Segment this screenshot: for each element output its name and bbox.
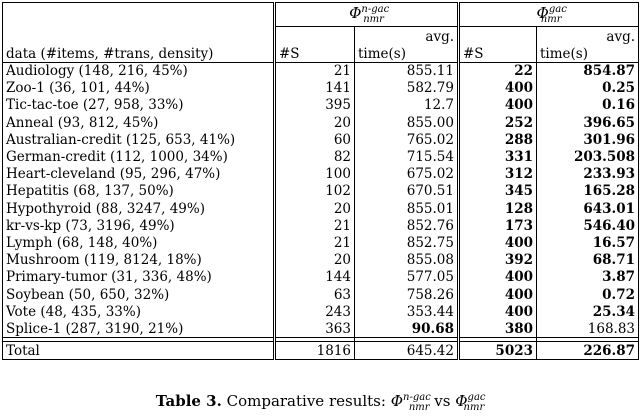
total-n-gac-time: 645.42: [355, 342, 459, 360]
header-s-column: #S: [459, 45, 537, 63]
total-gac-time: 226.87: [537, 342, 639, 360]
n-gac-time-cell: 855.11: [406, 63, 454, 80]
header-data-column: data (#items, #trans, density): [3, 45, 275, 63]
table-row: [3, 114, 639, 131]
n-gac-s-cell: 363: [275, 320, 355, 337]
dataset-cell: Tic-tac-toe (27, 958, 33%): [3, 97, 275, 114]
dataset-cell: Anneal (93, 812, 45%): [3, 114, 275, 131]
dataset-cell: Heart-cleveland (95, 296, 47%): [3, 166, 275, 183]
gac-s-cell: 400: [459, 269, 537, 286]
dataset-cell: Mushroom (119, 8124, 18%): [3, 252, 275, 269]
caption-text: Comparative results:: [221, 392, 391, 410]
gac-time-cell: 165.28: [537, 183, 639, 200]
n-gac-s-cell: 100: [275, 166, 355, 183]
caption-right-symbol: Φ: [455, 392, 468, 410]
group1-sup: n-gac: [361, 4, 390, 15]
header-row-groups: [3, 3, 639, 27]
header-time-column: time(s): [355, 45, 459, 63]
dataset-cell: Audiology (148, 216, 45%): [3, 63, 275, 80]
gac-s-cell: 22: [459, 63, 537, 80]
header-avg-label: avg.: [537, 27, 639, 45]
gac-time-cell: 546.40: [537, 217, 639, 234]
gac-time-cell: 168.83: [537, 320, 639, 337]
n-gac-time-cell: 852.75: [406, 234, 454, 251]
gac-s-cell: 380: [459, 320, 537, 337]
table-row: [3, 97, 639, 114]
gac-time-cell: 16.57: [537, 234, 639, 251]
gac-s-cell: 400: [459, 80, 537, 97]
n-gac-time-cell: 675.02: [406, 166, 454, 183]
dataset-cell: Hypothyroid (88, 3247, 49%): [3, 200, 275, 217]
n-gac-s-cell: 82: [275, 148, 355, 165]
dataset-cell: kr-vs-kp (73, 3196, 49%): [3, 217, 275, 234]
n-gac-s-cell: 21: [275, 63, 355, 80]
total-row: [3, 342, 639, 360]
gac-time-cell: 854.87: [537, 63, 639, 80]
total-n-gac-s: 1816: [275, 342, 355, 360]
n-gac-s-cell: 395: [275, 97, 355, 114]
dataset-cell: Splice-1 (287, 3190, 21%): [3, 320, 275, 337]
n-gac-time-cell: 758.26: [406, 286, 454, 303]
header-avg-label: avg.: [425, 28, 454, 45]
gac-s-cell: 400: [459, 286, 537, 303]
n-gac-time-cell: 715.54: [406, 149, 454, 166]
n-gac-s-cell: 20: [275, 200, 355, 217]
results-table: [2, 2, 639, 360]
group2-sub: nmr: [540, 14, 562, 25]
caption-right-sup: gac: [467, 392, 486, 403]
n-gac-s-cell: 141: [275, 80, 355, 97]
n-gac-s-cell: 60: [275, 131, 355, 148]
gac-time-cell: 0.16: [537, 97, 639, 114]
total-label: Total: [3, 342, 275, 360]
caption-left-symbol: Φ: [390, 392, 404, 410]
n-gac-time-cell: 90.68: [355, 320, 459, 337]
caption-vs: vs: [429, 392, 456, 410]
dataset-cell: Hepatitis (68, 137, 50%): [3, 183, 275, 200]
table-row: [3, 166, 639, 183]
dataset-cell: Vote (48, 435, 33%): [3, 303, 275, 320]
group1-sub: nmr: [363, 14, 384, 25]
gac-s-cell: 331: [459, 148, 537, 165]
gac-s-cell: 345: [459, 183, 537, 200]
results-table-container: [2, 2, 638, 360]
gac-time-cell: 68.71: [537, 252, 639, 269]
table-row: [3, 303, 639, 320]
header-empty-cell: [459, 27, 537, 45]
table-caption: [0, 392, 640, 413]
group2-symbol: Φ: [536, 4, 549, 22]
gac-time-cell: 643.01: [537, 200, 639, 217]
gac-s-cell: 288: [459, 131, 537, 148]
dataset-cell: Zoo-1 (36, 101, 44%): [3, 80, 275, 97]
gac-time-cell: 25.34: [537, 303, 639, 320]
n-gac-time-cell: 765.02: [406, 131, 454, 148]
gac-s-cell: 400: [459, 234, 537, 251]
n-gac-time-cell: 855.00: [406, 114, 454, 131]
gac-s-cell: 400: [459, 97, 537, 114]
gac-s-cell: 392: [459, 252, 537, 269]
group-header-gac: [459, 3, 639, 27]
header-s-column: #S: [275, 45, 355, 63]
dataset-cell: Lymph (68, 148, 40%): [3, 234, 275, 251]
caption-label: Table 3.: [155, 392, 222, 410]
gac-time-cell: 203.508: [537, 148, 639, 165]
gac-s-cell: 312: [459, 166, 537, 183]
n-gac-s-cell: 21: [275, 217, 355, 234]
n-gac-s-cell: 21: [275, 234, 355, 251]
table-row: [3, 286, 639, 303]
table-row: [3, 148, 639, 165]
gac-time-cell: 396.65: [537, 114, 639, 131]
table-row: [3, 200, 639, 217]
header-empty-cell: [3, 27, 275, 45]
n-gac-time-cell: 670.51: [406, 183, 454, 200]
gac-time-cell: 301.96: [537, 131, 639, 148]
table-row: [3, 234, 639, 251]
n-gac-time-cell: 855.01: [406, 200, 454, 217]
gac-time-cell: 3.87: [537, 269, 639, 286]
caption-left-sub: nmr: [408, 402, 430, 413]
group-header-n-gac: [275, 3, 459, 27]
gac-time-cell: 0.72: [537, 286, 639, 303]
header-row-columns: [3, 45, 639, 63]
n-gac-s-cell: 102: [275, 183, 355, 200]
n-gac-s-cell: 63: [275, 286, 355, 303]
total-gac-s: 5023: [459, 342, 537, 360]
n-gac-s-cell: 20: [275, 252, 355, 269]
table-row: [3, 131, 639, 148]
n-gac-s-cell: 243: [275, 303, 355, 320]
header-empty-cell: [275, 27, 355, 45]
table-row: [3, 320, 639, 337]
n-gac-time-cell: 577.05: [406, 269, 454, 286]
gac-s-cell: 173: [459, 217, 537, 234]
gac-s-cell: 252: [459, 114, 537, 131]
group2-sup: gac: [548, 4, 567, 15]
table-row: [3, 252, 639, 269]
n-gac-s-cell: 144: [275, 269, 355, 286]
gac-s-cell: 128: [459, 200, 537, 217]
header-time-column: time(s): [537, 45, 639, 63]
table-row: [3, 217, 639, 234]
group1-symbol: Φ: [349, 4, 362, 22]
gac-time-cell: 0.25: [537, 80, 639, 97]
table-row: [3, 183, 639, 200]
header-empty-cell: [3, 3, 275, 27]
dataset-cell: Australian-credit (125, 653, 41%): [3, 131, 275, 148]
n-gac-s-cell: 20: [275, 114, 355, 131]
dataset-cell: Primary-tumor (31, 336, 48%): [3, 269, 275, 286]
dataset-cell: German-credit (112, 1000, 34%): [3, 148, 275, 165]
n-gac-time-cell: 855.08: [406, 252, 454, 269]
n-gac-time-cell: 582.79: [406, 80, 454, 97]
n-gac-time-cell: 353.44: [406, 303, 454, 320]
table-row: [3, 269, 639, 286]
header-row-avg: [3, 27, 639, 45]
n-gac-time-cell: 852.76: [406, 217, 454, 234]
dataset-cell: Soybean (50, 650, 32%): [3, 286, 275, 303]
gac-s-cell: 400: [459, 303, 537, 320]
n-gac-time-cell: 12.7: [423, 97, 454, 114]
table-row: [3, 63, 639, 80]
caption-left-sup: n-gac: [403, 392, 431, 403]
table-row: [3, 80, 639, 97]
caption-right-sub: nmr: [463, 402, 485, 413]
gac-time-cell: 233.93: [537, 166, 639, 183]
